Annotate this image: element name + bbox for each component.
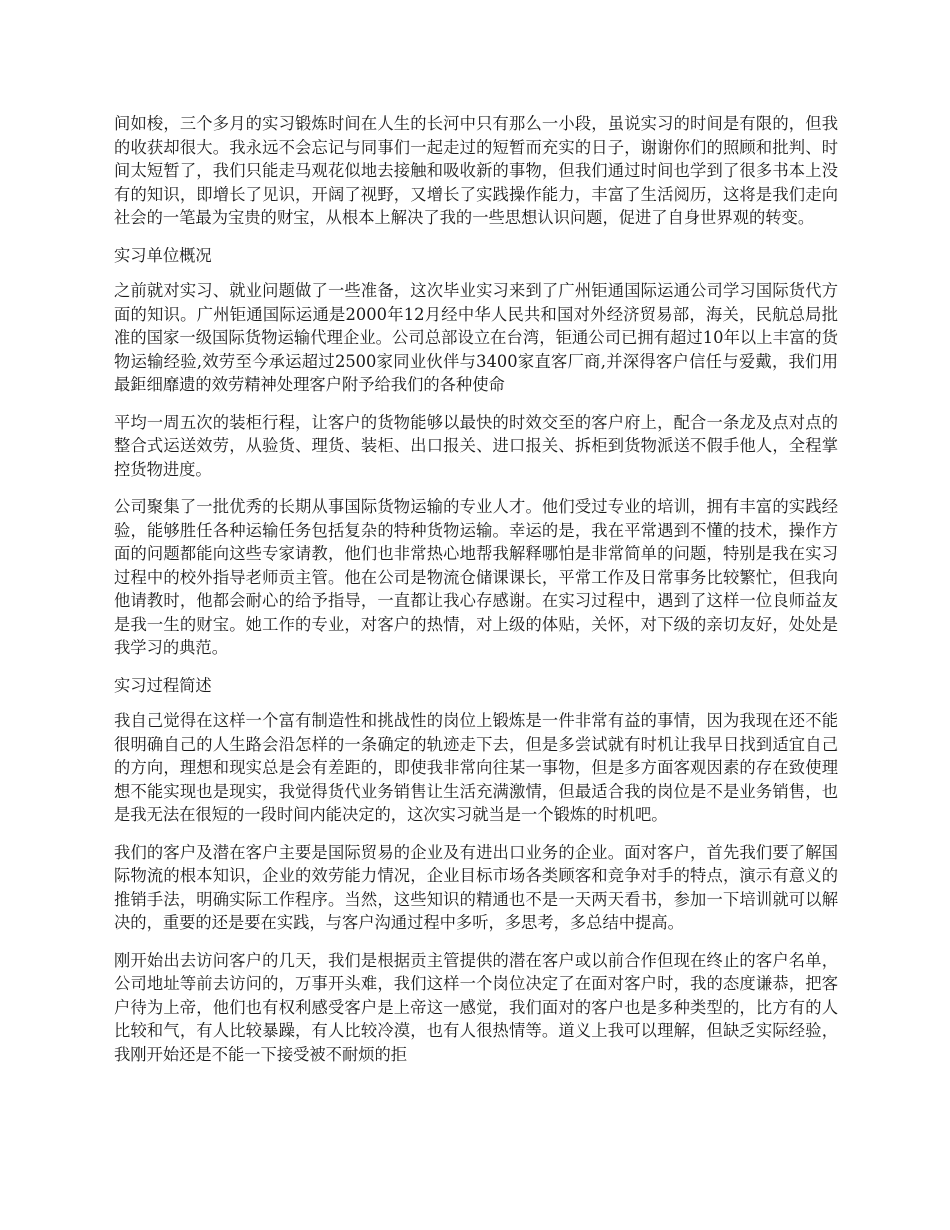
paragraph-shipping-service: 平均一周五次的装柜行程，让客户的货物能够以最快的时效交至的客户府上，配合一条龙及点对点的整合式运送效劳，从验货、理货、装柜、出口报关、进口报关、拆柜到货物派送不假手他人，全程掌控货物进度。 [114, 412, 838, 479]
section-heading-process-summary: 实习过程简述 [114, 675, 212, 695]
paragraph-position-thoughts: 我自己觉得在这样一个富有制造性和挑战性的岗位上锻炼是一件非常有益的事情，因为我现在还不能很明确自己的人生路会沿怎样的一条确定的轨迹走下去，但是多尝试就有时机让我早日找到适宜自己的方向，理想和现实总是会有差距的，即使我非常向往某一事物，但是多方面客观因素的存在致使理想不能实现也是现实，我觉得货代业务销售让生活充满激情，但最适合我的岗位是不是业务销售，也是我无法在很短的一段时间内能决定的，这次实习就当是一个锻炼的时机吧。 [114, 711, 838, 824]
paragraph-customers: 我们的客户及潜在客户主要是国际贸易的企业及有进出口业务的企业。面对客户，首先我们要了解国际物流的根本知识，企业的效劳能力情况，企业目标市场各类顾客和竞争对手的特点，演示有意义的推销手法，明确实际工作程序。当然，这些知识的精通也不是一天两天看书，参加一下培训就可以解决的，重要的还是要在实践，与客户沟通过程中多听，多思考，多总结中提高。 [114, 842, 838, 932]
paragraph-reflection: 间如梭，三个多月的实习锻炼时间在人生的长河中只有那么一小段，虽说实习的时间是有限的，但我的收获却很大。我永远不会忘记与同事们一起走过的短暂而充实的日子，谢谢你们的照顾和批判、时间太短暂了，我们只能走马观花似地去接触和吸收新的事物，但我们通过时间也学到了很多书本上没有的知识，即增长了见识，开阔了视野，又增长了实践操作能力，丰富了生活阅历，这将是我们走向社会的一笔最为宝贵的财宝，从根本上解决了我的一些思想认识问题，促进了自身世界观的转变。 [114, 114, 838, 227]
paragraph-customer-visits: 刚开始出去访问客户的几天，我们是根据贡主管提供的潜在客户或以前合作但现在终止的客户名单，公司地址等前去访问的，万事开头难，我们这样一个岗位决定了在面对客户时，我的态度谦恭，把客户待为上帝，他们也有权利感受客户是上帝这一感觉，我们面对的客户也是多种类型的，比方有的人比较和气，有人比较暴躁，有人比较冷漠，也有人很热情等。道义上我可以理解，但缺乏实际经验，我刚开始还是不能一下接受被不耐烦的拒 [114, 950, 838, 1064]
section-heading-company-overview: 实习单位概况 [114, 245, 212, 265]
paragraph-staff-mentor: 公司聚集了一批优秀的长期从事国际货物运输的专业人才。他们受过专业的培训，拥有丰富的实践经验，能够胜任各种运输任务包括复杂的特种货物运输。幸运的是，我在平常遇到不懂的技术，操作方面的问题都能向这些专家请教，他们也非常热心地帮我解释哪怕是非常简单的问题，特别是我在实习过程中的校外指导老师贡主管。他在公司是物流仓储课课长，平常工作及日常事务比较繁忙，但我向他请教时，他都会耐心的给予指导，一直都让我心存感谢。在实习过程中，遇到了这样一位良师益友是我一生的财宝。她工作的专业，对客户的热情，对上级的体贴，关怀，对下级的亲切友好，处处是我学习的典范。 [114, 497, 838, 657]
paragraph-company-intro: 之前就对实习、就业问题做了一些准备，这次毕业实习来到了广州钜通国际运通公司学习国际货代方面的知识。广州钜通国际运通是2000年12月经中华人民共和国对外经济贸易部，海关，民航总局批准的国家一级国际货物运输代理企业。公司总部设立在台湾，钜通公司已拥有超过10年以上丰富的货物运输经验,效劳至今承运超过2500家同业伙伴与3400家直客厂商,并深得客户信任与爱戴，我们用最鉅细靡遗的效劳精神处理客户附予给我们的各种使命 [114, 281, 838, 394]
document-page [114, 112, 838, 1080]
